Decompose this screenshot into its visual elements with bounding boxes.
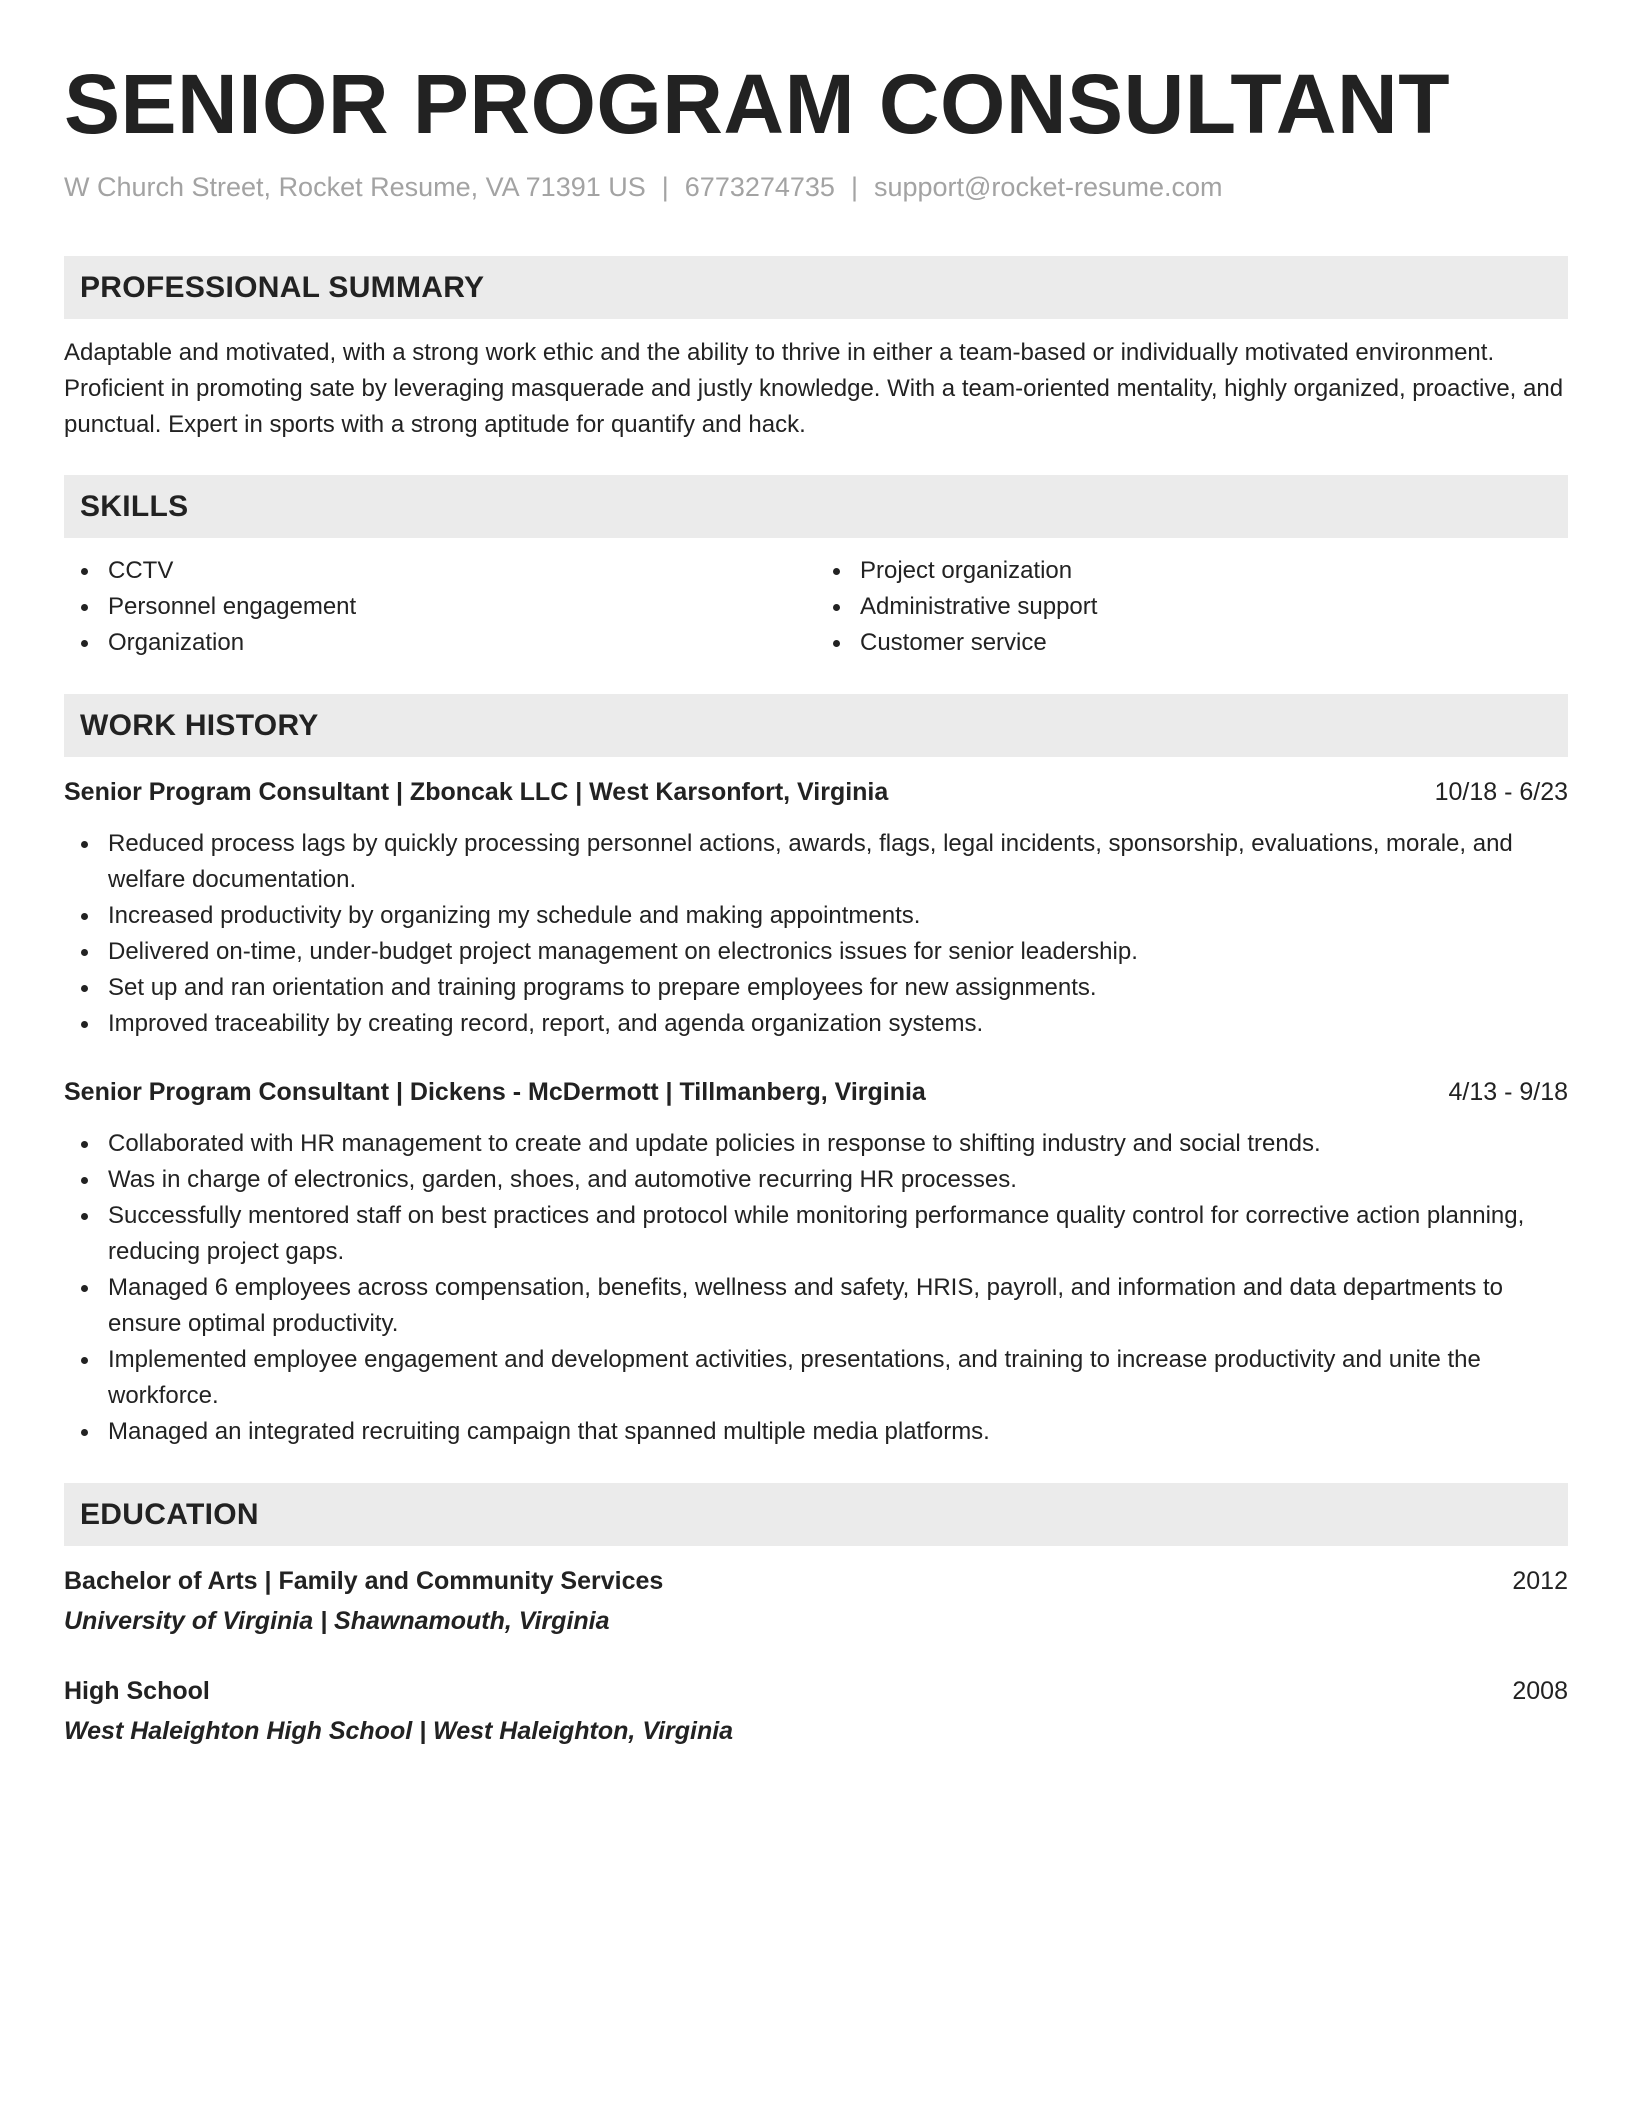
skill-item: Administrative support	[860, 589, 1568, 625]
education-entry	[64, 1673, 1568, 1749]
job-bullet: Improved traceability by creating record, report, and agenda organization systems.	[108, 1006, 1568, 1042]
summary-paragraph: Adaptable and motivated, with a strong work ethic and the ability to thrive in either a team-based or individually motivated environment. Proficient in promoting sate by leveraging masquerade and justly knowledge. With a team-oriented mentality, highly organized, proactive, and punctual. Expert in sports with a strong aptitude for quantify and hack.	[64, 339, 1564, 438]
skill-item: Customer service	[860, 625, 1568, 661]
section-heading-work-history: WORK HISTORY	[64, 694, 1568, 757]
section-heading-skills: SKILLS	[64, 475, 1568, 538]
skill-item: Personnel engagement	[108, 589, 816, 625]
education-entry	[64, 1563, 1568, 1639]
skills-column-left	[64, 553, 816, 661]
job-bullet: Set up and ran orientation and training programs to prepare employees for new assignments.	[108, 970, 1568, 1006]
section-heading-education: EDUCATION	[64, 1483, 1568, 1546]
job-title: Senior Program Consultant | Dickens - McDermott | Tillmanberg, Virginia	[64, 1078, 926, 1106]
education-header	[64, 1563, 1568, 1599]
job-bullet: Delivered on-time, under-budget project management on electronics issues for senior leadership.	[108, 934, 1568, 970]
education-school: University of Virginia | Shawnamouth, Virginia	[64, 1607, 610, 1635]
contact-email: support@rocket-resume.com	[873, 172, 1223, 202]
education-school: West Haleighton High School | West Haleighton, Virginia	[64, 1717, 734, 1745]
contact-separator: |	[661, 172, 669, 202]
job-bullet: Managed 6 employees across compensation, benefits, wellness and safety, HRIS, payroll, and information and data departments to ensure optimal productivity.	[108, 1270, 1568, 1342]
job-dates: 10/18 - 6/23	[1434, 778, 1568, 806]
skills-column-right	[816, 553, 1568, 661]
job-bullet: Implemented employee engagement and development activities, presentations, and training to increase productivity and unite the workforce.	[108, 1342, 1568, 1414]
skills-list	[64, 553, 1568, 661]
job-title: Senior Program Consultant | Zboncak LLC | West Karsonfort, Virginia	[64, 778, 889, 806]
contact-separator: |	[850, 172, 858, 202]
job-entry	[64, 1074, 1568, 1450]
job-bullets	[64, 826, 1568, 1042]
education-year: 2012	[1512, 1567, 1568, 1595]
job-entry	[64, 774, 1568, 1042]
skill-item: Organization	[108, 625, 816, 661]
skill-item: CCTV	[108, 553, 816, 589]
education-header	[64, 1673, 1568, 1709]
section-heading-summary: PROFESSIONAL SUMMARY	[64, 256, 1568, 319]
job-header	[64, 774, 1568, 810]
education-year: 2008	[1512, 1677, 1568, 1705]
job-bullet: Reduced process lags by quickly processing personnel actions, awards, flags, legal incidents, sponsorship, evaluations, morale, and welfare documentation.	[108, 826, 1568, 898]
job-bullets	[64, 1126, 1568, 1450]
contact-phone: 6773274735	[684, 172, 835, 202]
job-dates: 4/13 - 9/18	[1448, 1078, 1568, 1106]
job-bullet: Successfully mentored staff on best practices and protocol while monitoring performance quality control for corrective action planning, reducing project gaps.	[108, 1198, 1568, 1270]
candidate-name: SENIOR PROGRAM CONSULTANT	[64, 57, 1451, 151]
job-header	[64, 1074, 1568, 1110]
education-degree: Bachelor of Arts | Family and Community Services	[64, 1567, 664, 1595]
job-bullet: Collaborated with HR management to create and update policies in response to shifting industry and social trends.	[108, 1126, 1568, 1162]
job-bullet: Was in charge of electronics, garden, shoes, and automotive recurring HR processes.	[108, 1162, 1568, 1198]
contact-line	[64, 170, 1568, 204]
job-bullet: Managed an integrated recruiting campaign that spanned multiple media platforms.	[108, 1414, 1568, 1450]
skill-item: Project organization	[860, 553, 1568, 589]
education-degree: High School	[64, 1677, 210, 1705]
contact-address: W Church Street, Rocket Resume, VA 71391 US	[64, 172, 646, 202]
job-bullet: Increased productivity by organizing my schedule and making appointments.	[108, 898, 1568, 934]
